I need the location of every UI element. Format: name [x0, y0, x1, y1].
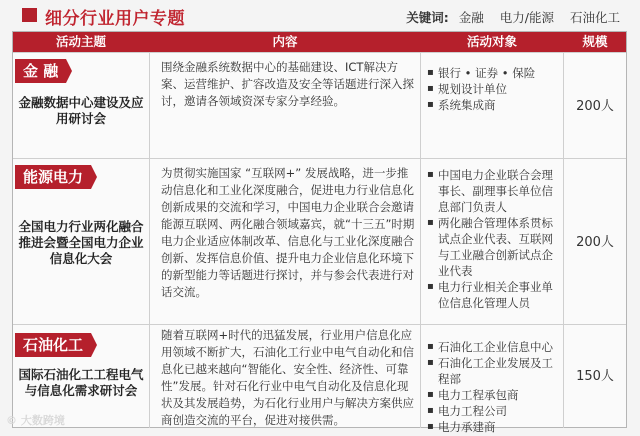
col-topic: 活动主题	[55, 34, 106, 49]
row-tag: 能源电力	[15, 165, 91, 189]
list-item: ▪ 石油化工企业发展及工程部	[427, 355, 561, 387]
list-item: ▪ 银行 • 证券 • 保险	[427, 65, 561, 81]
row-scale: 200人	[576, 99, 614, 114]
list-item: ▪ 系统集成商	[427, 97, 561, 113]
row-tag: 金 融	[15, 59, 66, 83]
keywords-line	[406, 8, 620, 26]
row-tag: 石油化工	[15, 333, 91, 357]
col-content: 内容	[272, 34, 298, 49]
page-header	[0, 0, 640, 34]
row-content: 随着互联网+时代的迅猛发展，行业用户信息化应用领域不断扩大，石油化工行业中电气自动化和信息化已越来越向“智能化、安全性、经济性、可靠性”发展。针对石化行业中电气自动化及信息化现状及其发展趋势，为石化行业用户与解决方案供应商创造交流的平台，促进对接供需。	[161, 328, 414, 427]
row-content: 为贯彻实施国家 “互联网+” 发展战略，进一步推动信息化和工业化深度融合，促进电力行业信息化创新成果的交流和学习，中国电力企业联合会邀请能源互联网、两化融合领域嘉宾，就“十三五”时期电力企业适应体制改革、信息化与工业化深度融合创新、发挥信息价值、提升电力企业信息化环境下的新型能力等话题进行探讨，并与参会代表进行对话交流。	[161, 166, 415, 299]
title-marker	[22, 8, 37, 22]
table-row	[13, 52, 626, 159]
row-targets	[427, 167, 561, 311]
list-item: ▪ 石油化工企业信息中心	[427, 339, 561, 355]
watermark: © 大数跨境	[6, 414, 65, 427]
row-topic: 国际石油化工工程电气与信息化需求研讨会	[18, 367, 144, 398]
row-content: 围绕金融系统数据中心的基础建设、ICT解决方案、运营维护、扩容改造及安全等话题进行深入探讨，邀请各领域资深专家分享经验。	[161, 60, 414, 108]
table-header	[13, 32, 626, 52]
list-item: ▪ 中国电力企业联合会理事长、副理事长单位信息部门负责人	[427, 167, 561, 215]
row-topic: 全国电力行业两化融合推进会暨全国电力企业信息化大会	[18, 219, 144, 266]
list-item: ▪ 规划设计单位	[427, 81, 561, 97]
row-scale: 150人	[576, 369, 614, 384]
activity-table	[12, 31, 627, 434]
list-item: ▪ 电力承建商	[427, 419, 561, 435]
table-row	[13, 158, 626, 325]
col-scale: 规模	[582, 34, 608, 49]
row-scale: 200人	[576, 235, 614, 250]
keywords-label: 关键词:	[406, 10, 449, 25]
row-targets	[427, 339, 561, 435]
list-item: ▪ 电力行业相关企事业单位信息化管理人员	[427, 279, 561, 311]
keyword-finance: 金融	[458, 10, 484, 25]
list-item: ▪ 电力工程承包商	[427, 387, 561, 403]
row-targets	[427, 65, 561, 113]
col-target: 活动对象	[466, 34, 517, 49]
page-title: 细分行业用户专题	[45, 9, 185, 29]
keyword-power: 电力/能源	[499, 10, 554, 25]
keyword-petrochem: 石油化工	[569, 10, 620, 25]
table-row	[13, 324, 626, 434]
row-topic: 金融数据中心建设及应用研讨会	[18, 95, 144, 126]
list-item: ▪ 电力工程公司	[427, 403, 561, 419]
list-item: ▪ 两化融合管理体系贯标试点企业代表、互联网与工业融合创新试点企业代表	[427, 215, 561, 279]
